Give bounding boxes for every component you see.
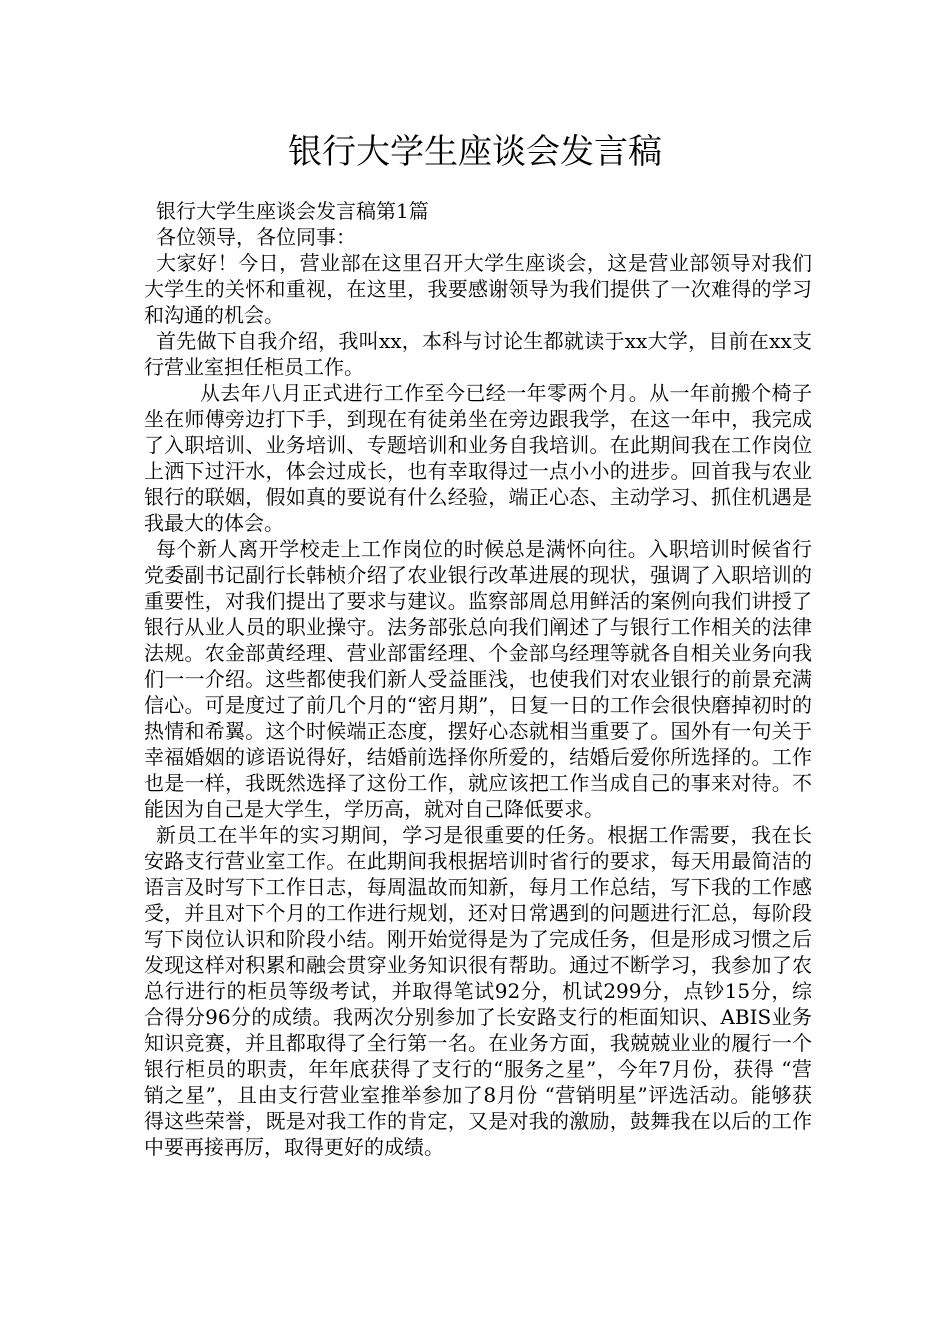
section-heading: 银行大学生座谈会发言稿第1篇 — [156, 199, 429, 223]
paragraph-greeting: 大家好！今日，营业部在这里召开大学生座谈会，这是营业部领导对我们大学生的关怀和重视，在这里，我要感谢领导为我们提供了一次难得的学习和沟通的机会。 — [144, 251, 812, 327]
paragraph-experience: 从去年八月正式进行工作至今已经一年零两个月。从一年前搬个椅子坐在师傅旁边打下手，到现在有徒弟坐在旁边跟我学，在这一年中，我完成了入职培训、业务培训、专题培训和业务自我培训。在此期间我在工作岗位上洒下过汗水，体会过成长，也有幸取得过一点小小的进步。回首我与农业银行的联姻，假如真的要说有什么经验，端正心态、主动学习、抓住机遇是我最大的体会。 — [144, 381, 812, 535]
document-title: 银行大学生座谈会发言稿 — [288, 132, 662, 172]
paragraph-learning: 新员工在半年的实习期间，学习是很重要的任务。根据工作需要，我在长安路支行营业室工作。在此期间我根据培训时省行的要求，每天用最简洁的语言及时写下工作日志，每周温故而知新，每月工作总结，写下我的工作感受，并且对下个月的工作进行规划，还对日常遇到的问题进行汇总，每阶段写下岗位认识和阶段小结。刚开始觉得是为了完成任务，但是形成习惯之后发现这样对积累和融会贯穿业务知识很有帮助。通过不断学习，我参加了农总行进行的柜员等级考试，并取得笔试92分，机试299分，点钞15分，综合得分96分的成绩。我两次分别参加了长安路支行的柜面知识、ABIS业务知识竞赛，并且都取得了全行第一名。在业务方面，我兢兢业业的履行一个银行柜员的职责，年年底获得了支行的“服务之星”，今年7月份，获得 “营销之星”，且由支行营业室推举参加了8月份 “营销明星”评选活动。能够获得这些荣誉，既是对我工作的肯定，又是对我的激励，鼓舞我在以后的工作中要再接再厉，取得更好的成绩。 — [144, 823, 812, 1159]
paragraph-introduction: 首先做下自我介绍，我叫xx，本科与讨论生都就读于xx大学，目前在xx支行营业室担任柜员工作。 — [144, 329, 812, 379]
paragraph-attitude: 每个新人离开学校走上工作岗位的时候总是满怀向往。入职培训时候省行党委副书记副行长韩桢介绍了农业银行改革进展的现状，强调了入职培训的重要性，对我们提出了要求与建议。监察部周总用鲜活的案例向我们讲授了银行从业人员的职业操守。法务部张总向我们阐述了与银行工作相关的法律法规。农金部黄经理、营业部雷经理、个金部乌经理等就各自相关业务向我们一一介绍。这些都使我们新人受益匪浅，也使我们对农业银行的前景充满信心。可是度过了前几个月的“密月期”，日复一日的工作会很快磨掉初时的热情和希翼。这个时候端正态度，摆好心态就相当重要了。国外有一句关于幸福婚姻的谚语说得好，结婚前选择你所爱的，结婚后爱你所选择的。工作也是一样，我既然选择了这份工作，就应该把工作当成自己的事来对待。不能因为自己是大学生，学历高，就对自己降低要求。 — [144, 537, 812, 821]
document-body — [144, 198, 812, 1160]
salutation: 各位领导，各位同事： — [156, 225, 356, 249]
